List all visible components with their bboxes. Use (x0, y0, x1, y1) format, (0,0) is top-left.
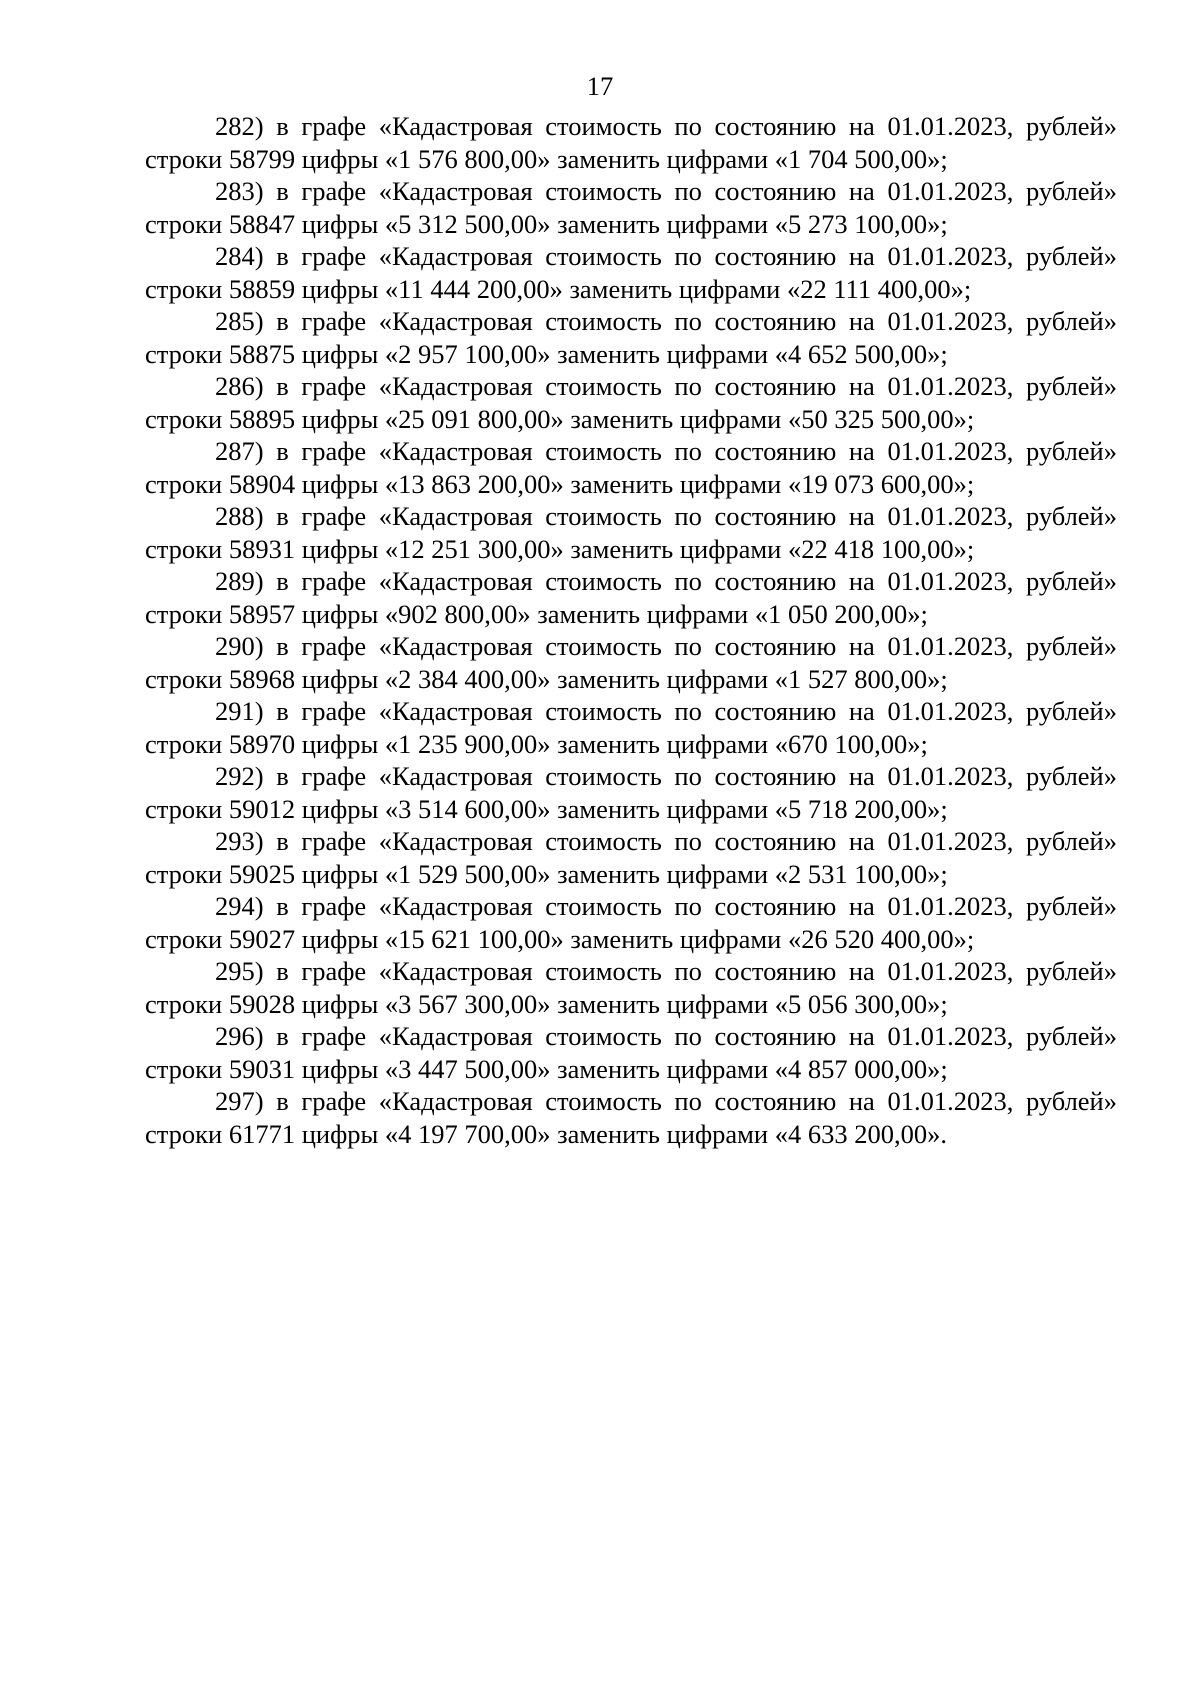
amendment-item: 295) в графе «Кадастровая стоимость по состоянию на 01.01.2023, рублей» строки 59028 цифры «3 567 300,00» заменить цифрами «5 056 300,00»; (145, 956, 1117, 1019)
amendment-item: 291) в графе «Кадастровая стоимость по состоянию на 01.01.2023, рублей» строки 58970 цифры «1 235 900,00» заменить цифрами «670 100,00»; (145, 696, 1117, 759)
amendment-item: 288) в графе «Кадастровая стоимость по состоянию на 01.01.2023, рублей» строки 58931 цифры «12 251 300,00» заменить цифрами «22 418 100,00»; (145, 501, 1117, 564)
document-body (145, 110, 1117, 1150)
amendment-item: 292) в графе «Кадастровая стоимость по состоянию на 01.01.2023, рублей» строки 59012 цифры «3 514 600,00» заменить цифрами «5 718 200,00»; (145, 761, 1117, 824)
amendment-item: 285) в графе «Кадастровая стоимость по состоянию на 01.01.2023, рублей» строки 58875 цифры «2 957 100,00» заменить цифрами «4 652 500,00»; (145, 306, 1117, 369)
amendment-item: 283) в графе «Кадастровая стоимость по состоянию на 01.01.2023, рублей» строки 58847 цифры «5 312 500,00» заменить цифрами «5 273 100,00»; (145, 176, 1117, 239)
amendment-item: 286) в графе «Кадастровая стоимость по состоянию на 01.01.2023, рублей» строки 58895 цифры «25 091 800,00» заменить цифрами «50 325 500,00»; (145, 371, 1117, 434)
amendment-item: 294) в графе «Кадастровая стоимость по состоянию на 01.01.2023, рублей» строки 59027 цифры «15 621 100,00» заменить цифрами «26 520 400,00»; (145, 891, 1117, 954)
amendment-item: 293) в графе «Кадастровая стоимость по состоянию на 01.01.2023, рублей» строки 59025 цифры «1 529 500,00» заменить цифрами «2 531 100,00»; (145, 826, 1117, 889)
page-number: 17 (586, 71, 614, 101)
amendment-item: 296) в графе «Кадастровая стоимость по состоянию на 01.01.2023, рублей» строки 59031 цифры «3 447 500,00» заменить цифрами «4 857 000,00»; (145, 1021, 1117, 1084)
amendment-item: 290) в графе «Кадастровая стоимость по состоянию на 01.01.2023, рублей» строки 58968 цифры «2 384 400,00» заменить цифрами «1 527 800,00»; (145, 631, 1117, 694)
amendment-item: 282) в графе «Кадастровая стоимость по состоянию на 01.01.2023, рублей» строки 58799 цифры «1 576 800,00» заменить цифрами «1 704 500,00»; (145, 111, 1117, 174)
amendment-item: 284) в графе «Кадастровая стоимость по состоянию на 01.01.2023, рублей» строки 58859 цифры «11 444 200,00» заменить цифрами «22 111 400,00»; (145, 241, 1117, 304)
amendment-item: 287) в графе «Кадастровая стоимость по состоянию на 01.01.2023, рублей» строки 58904 цифры «13 863 200,00» заменить цифрами «19 073 600,00»; (145, 436, 1117, 499)
amendment-item: 289) в графе «Кадастровая стоимость по состоянию на 01.01.2023, рублей» строки 58957 цифры «902 800,00» заменить цифрами «1 050 200,00»; (145, 566, 1117, 629)
amendment-item: 297) в графе «Кадастровая стоимость по состоянию на 01.01.2023, рублей» строки 61771 цифры «4 197 700,00» заменить цифрами «4 633 200,00». (145, 1086, 1117, 1149)
